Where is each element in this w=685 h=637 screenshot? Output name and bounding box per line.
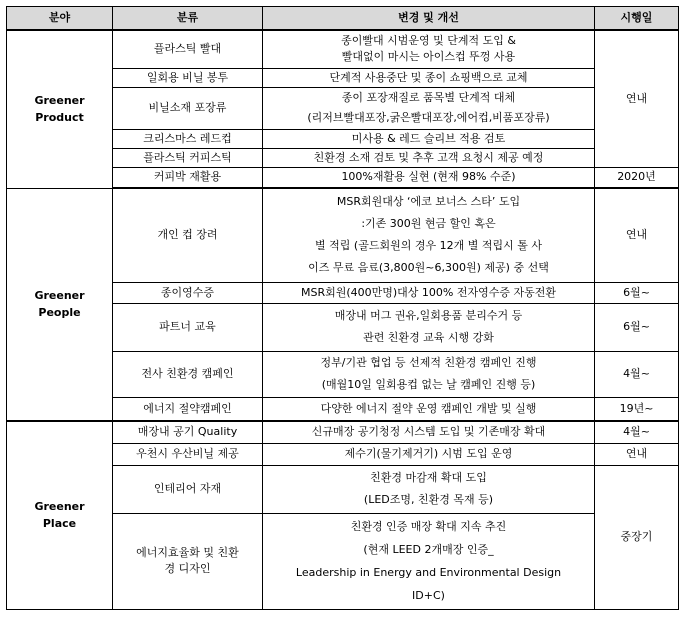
header-change: 변경 및 개선: [263, 7, 595, 31]
date-cell: 연내: [595, 443, 679, 465]
item-cell: 파트너 교육: [113, 303, 263, 351]
category-greener-product: Greener Product: [7, 30, 113, 188]
item-cell: 에너지효율화 및 친환 경 디자인: [113, 513, 263, 609]
item-cell: 비닐소재 포장류: [113, 87, 263, 129]
date-cell: 2020년: [595, 167, 679, 188]
date-cell: 6월~: [595, 303, 679, 351]
change-cell: 다양한 에너지 절약 운영 캠페인 개발 및 실행: [263, 397, 595, 421]
change-cell: 친환경 인증 매장 확대 지속 추진 (현재 LEED 2개매장 인증_ Leadership in Energy and Environmental Design ID+C): [263, 513, 595, 609]
date-cell: 6월~: [595, 282, 679, 303]
item-cell: 플라스틱 커피스틱: [113, 148, 263, 167]
header-row: [7, 7, 679, 31]
change-cell: MSR회원(400만명)대상 100% 전자영수증 자동전환: [263, 282, 595, 303]
change-cell: 친환경 소재 검토 및 추후 고객 요청시 제공 예정: [263, 148, 595, 167]
policy-table: [6, 6, 679, 610]
header-field: 분야: [7, 7, 113, 31]
date-cell: 4월~: [595, 421, 679, 443]
item-cell: 일회용 비닐 봉투: [113, 68, 263, 87]
change-cell: 100%재활용 실현 (현재 98% 수준): [263, 167, 595, 188]
change-cell: 제수기(물기제거기) 시범 도입 운영: [263, 443, 595, 465]
change-cell: 매장내 머그 권유,일회용품 분리수거 등 관련 친환경 교육 시행 강화: [263, 303, 595, 351]
date-cell: 연내: [595, 30, 679, 167]
item-cell: 전사 친환경 캠페인: [113, 351, 263, 397]
item-cell: 매장내 공기 Quality: [113, 421, 263, 443]
change-cell: 단계적 사용중단 및 종이 쇼핑백으로 교체: [263, 68, 595, 87]
header-category: 분류: [113, 7, 263, 31]
item-cell: 우천시 우산비닐 제공: [113, 443, 263, 465]
item-cell: 에너지 절약캠페인: [113, 397, 263, 421]
change-cell: 신규매장 공기청정 시스템 도입 및 기존매장 확대: [263, 421, 595, 443]
policy-table-container: [6, 6, 678, 610]
change-cell: 친환경 마감재 확대 도입 (LED조명, 친환경 목재 등): [263, 465, 595, 513]
date-cell: 19년~: [595, 397, 679, 421]
category-greener-people: Greener People: [7, 188, 113, 421]
change-cell: 종이빨대 시범운영 및 단계적 도입 & 빨대없이 마시는 아이스컵 뚜껑 사용: [263, 30, 595, 68]
item-cell: 종이영수증: [113, 282, 263, 303]
change-cell: 미사용 & 레드 슬리브 적용 검토: [263, 129, 595, 148]
table-row: [7, 188, 679, 282]
item-cell: 커피박 재활용: [113, 167, 263, 188]
item-cell: 크리스마스 레드컵: [113, 129, 263, 148]
item-cell: 플라스틱 빨대: [113, 30, 263, 68]
change-cell: MSR회원대상 ‘에코 보너스 스타’ 도입 :기존 300원 현금 할인 혹은 별 적립 (골드회원의 경우 12개 별 적립시 톨 사 이즈 무료 음료(3,800원~6,300원) 제공) 중 선택: [263, 188, 595, 282]
date-cell: 중장기: [595, 465, 679, 609]
table-row: [7, 421, 679, 443]
change-cell: 종이 포장재질로 품목별 단계적 대체 (리저브빨대포장,굵은빨대포장,에어컵,비품포장류): [263, 87, 595, 129]
item-cell: 개인 컵 장려: [113, 188, 263, 282]
table-row: [7, 30, 679, 68]
date-cell: 연내: [595, 188, 679, 282]
header-date: 시행일: [595, 7, 679, 31]
change-cell: 정부/기관 협업 등 선제적 친환경 캠페인 진행 (매월10일 일회용컵 없는 날 캠페인 진행 등): [263, 351, 595, 397]
date-cell: 4월~: [595, 351, 679, 397]
item-cell: 인테리어 자재: [113, 465, 263, 513]
category-greener-place: Greener Place: [7, 421, 113, 609]
